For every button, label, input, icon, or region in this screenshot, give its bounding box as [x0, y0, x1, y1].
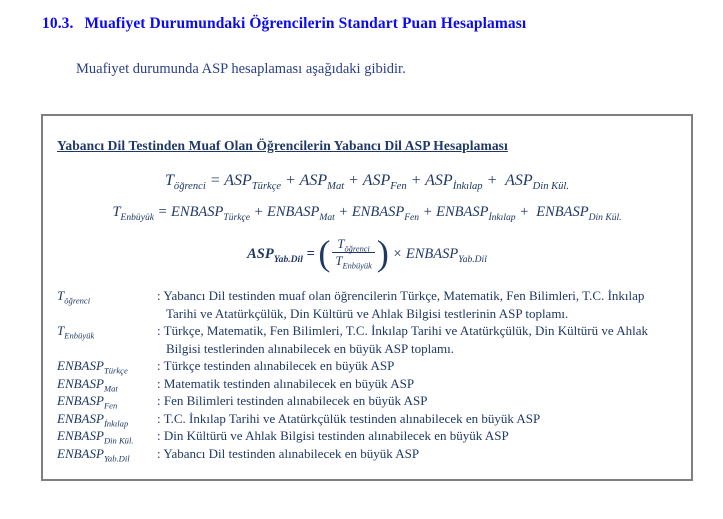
formula-term: [299, 172, 345, 193]
formula-term: [505, 172, 569, 193]
definition-row: [57, 427, 677, 445]
formula-base: =: [302, 246, 319, 262]
formula-base: ENBASP: [171, 204, 224, 220]
formula-term: [436, 204, 516, 223]
formula-subscript: Türkçe: [223, 211, 250, 223]
formula-term: [267, 204, 335, 223]
formula-base: ASP: [362, 172, 391, 189]
definition-row: [57, 357, 677, 375]
definitions-list: [57, 287, 677, 462]
formula-subscript: İnkılap: [488, 211, 516, 223]
formula-term: [171, 204, 250, 223]
definition-symbol: [57, 357, 157, 375]
definition-symbol: [57, 322, 157, 340]
formula-term: [57, 288, 91, 306]
formula-base: T: [335, 254, 343, 269]
formula-base: +: [281, 172, 300, 189]
formula-subscript: Yab.Dil: [103, 453, 130, 464]
formula-term: [57, 410, 129, 429]
formula-base: T: [112, 204, 121, 220]
formula-subscript: Din Kül.: [588, 211, 622, 223]
formula-base: ×: [388, 246, 406, 262]
formula-term: [337, 236, 370, 254]
definition-text: : T.C. İnkılap Tarihi ve Atatürkçülük testinden alınabilecek en büyük ASP: [157, 410, 541, 426]
formula-base: ENBASP: [536, 204, 589, 220]
formula-term: [57, 375, 118, 394]
formula-term: [419, 204, 436, 220]
formula-subscript: Fen: [103, 400, 118, 411]
formula-term: [303, 246, 319, 262]
fraction: [332, 236, 374, 270]
formula-term: [57, 393, 118, 411]
formula-box: [41, 114, 693, 481]
definition-symbol: [57, 427, 157, 445]
section-title: Muafiyet Durumundaki Öğrencilerin Standart Puan Hesaplaması: [84, 15, 527, 32]
formula-asp-yabdil: [57, 227, 677, 281]
definition-row: [57, 287, 677, 322]
formula-term: [536, 204, 622, 223]
formula-t-ogrenci: [57, 169, 677, 193]
formula-term: [351, 204, 420, 223]
formula-base: T: [337, 236, 345, 251]
parenthesis: [376, 232, 389, 273]
formula-base: ASP: [425, 172, 453, 189]
definition-text: : Fen Bilimleri testinden alınabilecek en büyük ASP: [157, 393, 428, 408]
formula-term: [247, 246, 303, 265]
definition-text: : Türkçe testinden alınabilecek en büyük ASP: [157, 358, 395, 373]
formula-base: (: [318, 232, 331, 273]
formula-subscript: Türkçe: [103, 365, 128, 376]
formula-term: [112, 204, 154, 223]
formula-base: +: [334, 204, 352, 220]
formula-subscript: Türkçe: [251, 181, 282, 193]
formula-term: [335, 254, 372, 271]
definition-text: : Yabancı Dil testinden muaf olan öğrencilerin Türkçe, Matematik, Fen Bilimleri, T.C. İnkılap Tarihi ve Atatürkçülük, Din Kültürü ve Ahlak Bilgisi testlerinin ASP toplamı.: [157, 288, 645, 321]
formula-subscript: Din Kül.: [532, 181, 569, 193]
formula-base: ENBASP: [57, 358, 104, 373]
definition-row: [57, 410, 677, 428]
formula-term: [362, 172, 407, 193]
section-heading: [42, 14, 526, 34]
formula-base: T: [57, 323, 65, 338]
section-number: 10.3.: [42, 15, 74, 32]
definition-row: [57, 445, 677, 463]
formula-subscript: Enbüyük: [64, 330, 95, 341]
formula-term: [57, 428, 134, 446]
formula-term: [57, 445, 130, 464]
formula-base: +: [406, 172, 426, 189]
formula-term: [405, 246, 487, 265]
intro-paragraph: Muafiyet durumunda ASP hesaplaması aşağıdaki gibidir.: [76, 61, 406, 77]
formula-term: [516, 204, 537, 220]
parenthesis: [318, 232, 331, 273]
formula-term: [344, 172, 363, 189]
definition-text: : Din Kültürü ve Ahlak Bilgisi testinden alınabilecek en büyük ASP: [157, 428, 509, 443]
formula-term: [407, 172, 426, 189]
formula-base: T: [165, 172, 174, 189]
formula-term: [154, 204, 171, 220]
formula-base: ASP: [299, 172, 328, 189]
formula-term: [57, 358, 128, 376]
formula-base: ENBASP: [267, 204, 320, 220]
formula-base: ENBASP: [351, 204, 405, 220]
definition-text: : Türkçe, Matematik, Fen Bilimleri, T.C. İnkılap Tarihi ve Atatürkçülük, Din Kültürü ve Ahlak Bilgisi testlerinden alınabilecek en büyük ASP toplamı.: [157, 323, 648, 356]
formula-subscript: öğrenci: [173, 181, 206, 193]
fraction-denominator: [332, 253, 374, 270]
formula-subscript: Din Kül.: [103, 435, 134, 446]
definition-row: [57, 322, 677, 357]
definition-symbol: [57, 392, 157, 410]
formula-subscript: öğrenci: [64, 295, 91, 306]
definition-text: : Yabancı Dil testinden alınabilecek en büyük ASP: [157, 445, 420, 461]
formula-base: +: [515, 204, 537, 220]
formula-base: =: [154, 204, 172, 220]
formula-subscript: Fen: [404, 211, 420, 223]
definition-symbol: [57, 410, 157, 428]
formula-base: ENBASP: [57, 375, 104, 391]
formula-term: [389, 246, 406, 262]
formula-base: +: [482, 172, 506, 189]
formula-term: [335, 204, 352, 220]
formula-base: +: [249, 204, 268, 220]
formula-subscript: Yab.Dil: [458, 253, 487, 265]
formula-subscript: Mat: [327, 181, 345, 193]
formula-subscript: Mat: [103, 383, 118, 394]
formula-base: ENBASP: [436, 204, 489, 220]
definition-symbol: [57, 445, 157, 463]
formula-base: ENBASP: [57, 410, 104, 426]
formula-subscript: öğrenci: [344, 243, 370, 254]
definition-row: [57, 392, 677, 410]
formula-base: ): [376, 232, 389, 273]
formula-base: ASP: [247, 246, 274, 262]
definition-symbol: [57, 375, 157, 393]
formula-subscript: İnkılap: [452, 181, 483, 193]
formula-term: [281, 172, 300, 189]
formula-subscript: İnkılap: [103, 418, 129, 429]
formula-base: ASP: [505, 172, 533, 189]
formula-term: [165, 172, 206, 193]
formula-base: =: [205, 172, 225, 189]
formula-subscript: Mat: [319, 211, 335, 223]
formula-base: ENBASP: [57, 428, 104, 443]
formula-base: ASP: [224, 172, 252, 189]
formula-term: [425, 172, 483, 193]
formula-term: [206, 172, 225, 189]
formula-base: ENBASP: [405, 246, 459, 262]
formula-base: +: [344, 172, 363, 189]
formula-term: [483, 172, 506, 189]
formula-base: ENBASP: [57, 393, 104, 408]
formula-subscript: Enbüyük: [120, 211, 154, 223]
definition-row: [57, 375, 677, 393]
formula-base: +: [419, 204, 437, 220]
formula-term: [224, 172, 282, 193]
formula-term: [57, 323, 95, 341]
formula-base: T: [57, 288, 65, 303]
formula-subscript: Yab.Dil: [273, 253, 303, 265]
formula-base: ENBASP: [57, 445, 104, 461]
formula-subscript: Fen: [390, 181, 407, 193]
definition-text: : Matematik testinden alınabilecek en büyük ASP: [157, 375, 415, 391]
formula-subscript: Enbüyük: [342, 260, 372, 271]
definition-symbol: [57, 287, 157, 305]
formula-t-enbuyuk: [57, 201, 677, 223]
fraction-numerator: [332, 236, 374, 254]
box-title: Yabancı Dil Testinden Muaf Olan Öğrencilerin Yabancı Dil ASP Hesaplaması: [57, 138, 508, 153]
formula-term: [250, 204, 267, 220]
